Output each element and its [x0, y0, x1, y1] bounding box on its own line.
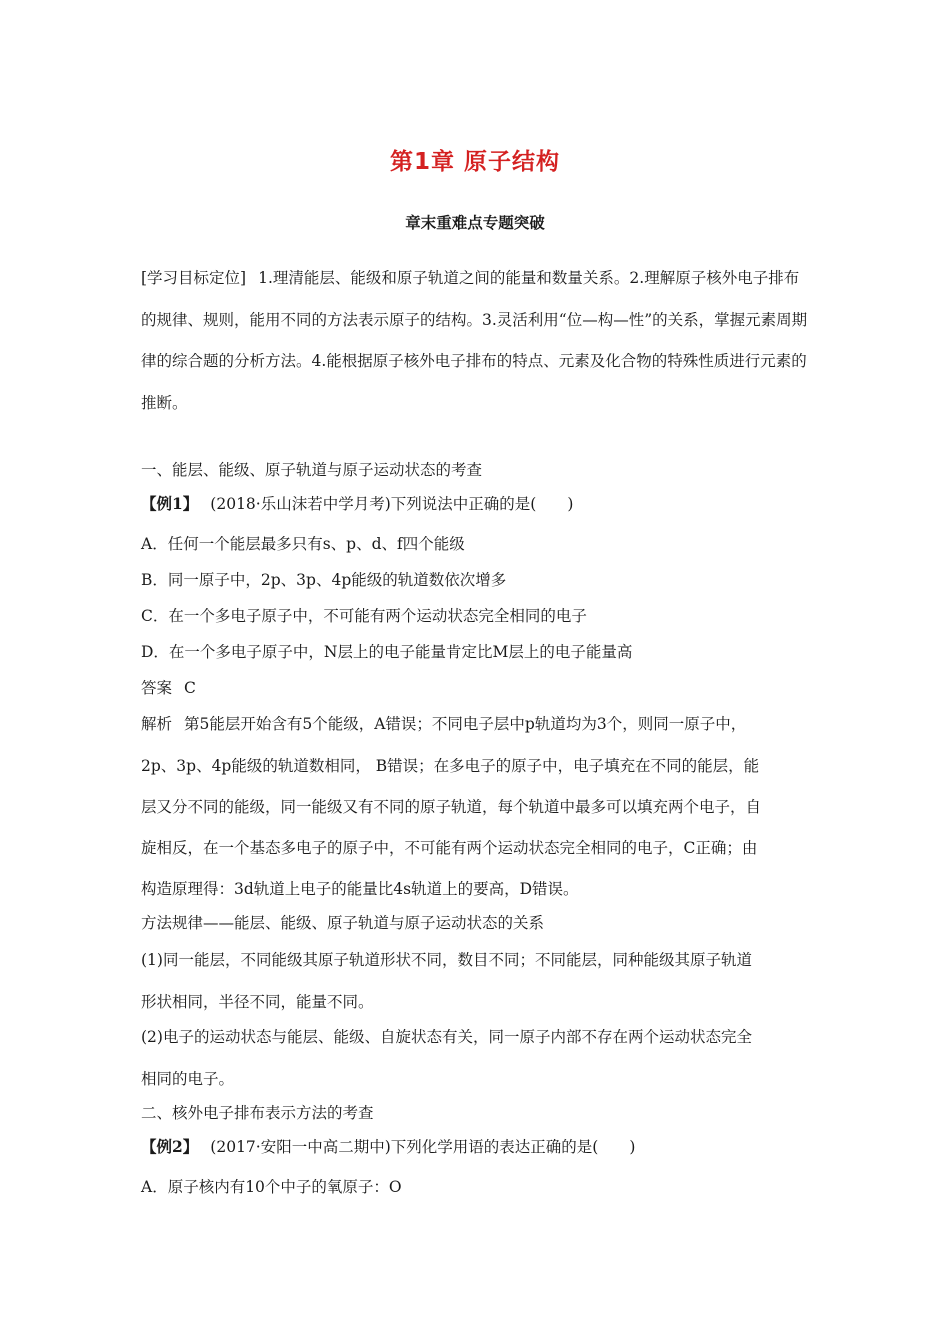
learning-objectives — [141, 258, 809, 424]
example2-question: (2017·安阳一中高二期中)下列化学用语的表达正确的是( ) — [210, 1138, 636, 1156]
example1-option-a: A．任何一个能层最多只有s、p、d、f四个能级 — [141, 535, 465, 553]
chapter-title: 第1章 原子结构 — [389, 149, 560, 175]
example2-option-a: A．原子核内有10个中子的氧原子：O — [141, 1178, 402, 1196]
method-title: 方法规律——能层、能级、原子轨道与原子运动状态的关系 — [141, 914, 545, 932]
section2-heading: 二、核外电子排布表示方法的考查 — [141, 1104, 374, 1122]
example1-option-c: C．在一个多电子原子中，不可能有两个运动状态完全相同的电子 — [141, 607, 587, 625]
analysis-line-2: 2p、3p、4p能级的轨道数相同， B错误；在多电子的原子中，电子填充在不同的能层，能 — [141, 757, 760, 775]
rule1-line-1: (1)同一能层，不同能级其原子轨道形状不同，数目不同；不同能层，同种能级其原子轨道 — [141, 951, 752, 969]
example2-label: 【例2】 — [141, 1137, 199, 1156]
analysis-text-1: 第5能层开始含有5个能级，A错误；不同电子层中p轨道均为3个，则同一原子中， — [184, 715, 747, 733]
rule1-line-2: 形状相同，半径不同，能量不同。 — [141, 993, 374, 1011]
rule2-line-2: 相同的电子。 — [141, 1070, 235, 1088]
example1-answer — [141, 676, 196, 698]
example2 — [141, 1135, 635, 1157]
section-title: 章末重难点专题突破 — [405, 214, 545, 232]
analysis-line-1 — [141, 712, 746, 734]
objectives-label: [学习目标定位] — [141, 269, 247, 287]
example1 — [141, 492, 573, 514]
analysis-label: 解析 — [141, 715, 173, 733]
analysis-line-5: 构造原理得：3d轨道上电子的能量比4s轨道上的要高，D错误。 — [141, 880, 579, 898]
example1-label: 【例1】 — [141, 494, 199, 513]
section1-heading: 一、能层、能级、原子轨道与原子运动状态的考查 — [141, 461, 483, 479]
analysis-line-4: 旋相反，在一个基态多电子的原子中，不可能有两个运动状态完全相同的电子，C正确；由 — [141, 839, 758, 857]
analysis-line-3: 层又分不同的能级，同一能级又有不同的原子轨道，每个轨道中最多可以填充两个电子，自 — [141, 798, 762, 816]
objectives-text: 1.理清能层、能级和原子轨道之间的能量和数量关系。2.理解原子核外电子排布的规律、规则，能用不同的方法表示原子的结构。3.灵活利用“位—构—性”的关系，掌握元素周期律的综合题的分析方法。4.能根据原子核外电子排布的特点、元素及化合物的特殊性质进行元素的推断。 — [141, 269, 808, 412]
example1-option-d: D．在一个多电子原子中，N层上的电子能量肯定比M层上的电子能量高 — [141, 643, 633, 661]
rule2-line-1: (2)电子的运动状态与能层、能级、自旋状态有关，同一原子内部不存在两个运动状态完全 — [141, 1028, 752, 1046]
example1-question: (2018·乐山沫若中学月考)下列说法中正确的是( ) — [210, 495, 574, 513]
answer-label: 答案 — [141, 679, 173, 697]
example1-option-b: B．同一原子中，2p、3p、4p能级的轨道数依次增多 — [141, 571, 507, 589]
answer-value: C — [184, 679, 196, 697]
